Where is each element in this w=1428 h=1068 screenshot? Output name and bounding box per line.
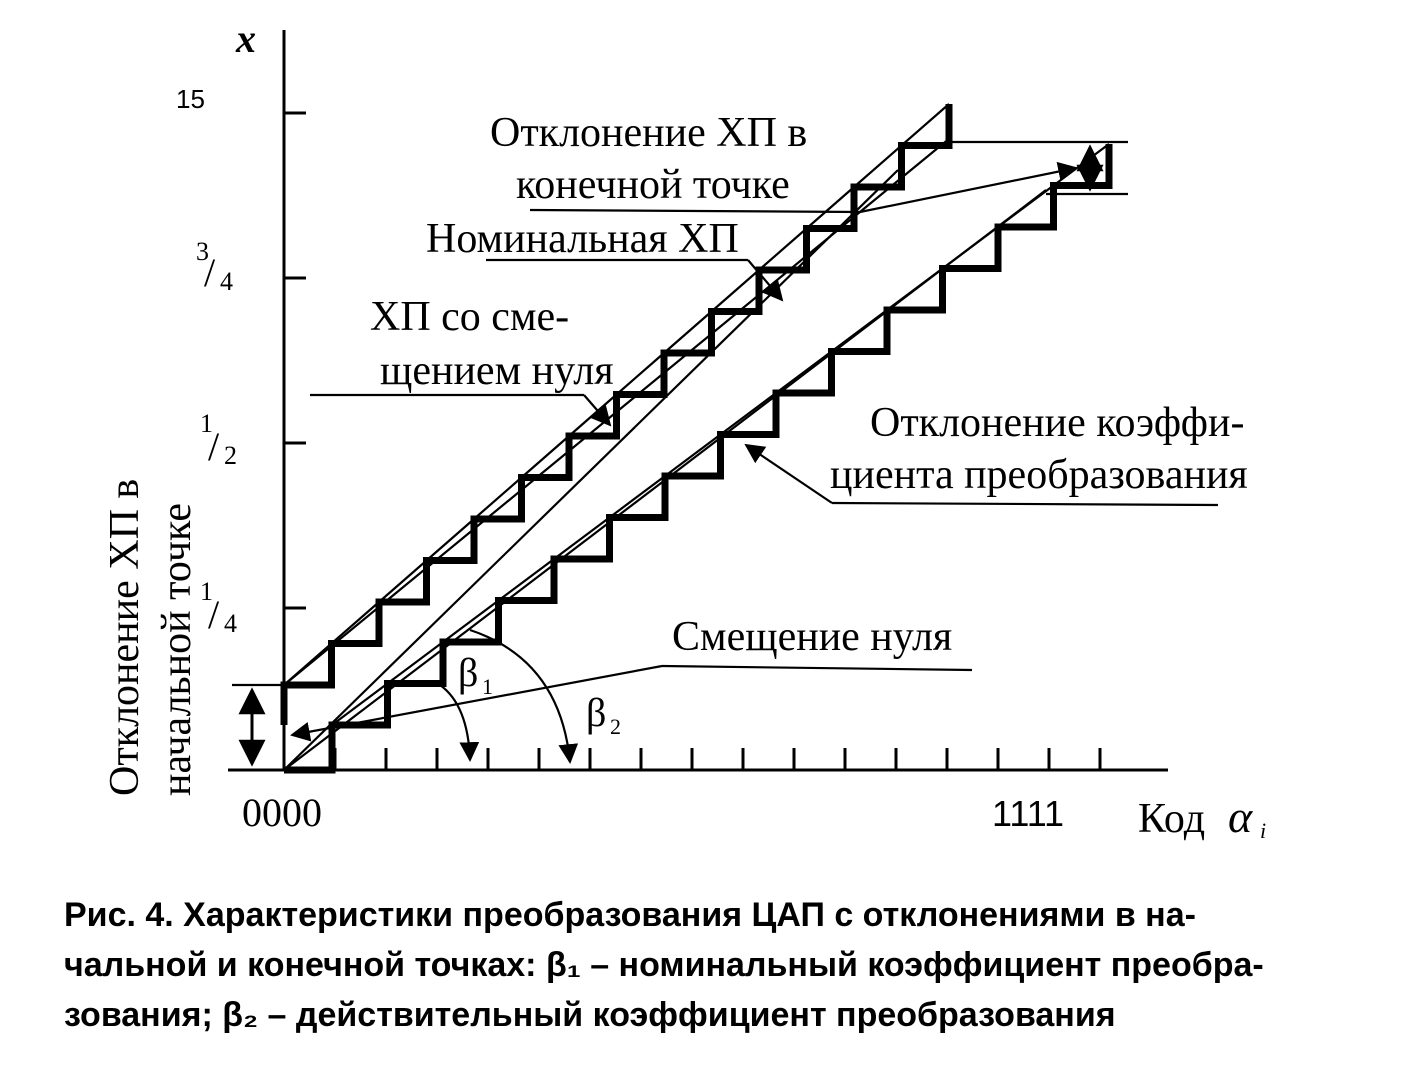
staircase-tooth bbox=[832, 310, 888, 352]
staircase-tooth bbox=[388, 642, 444, 684]
svg-text:2: 2 bbox=[224, 441, 237, 470]
label-start-deviation bbox=[102, 479, 200, 796]
svg-text:1: 1 bbox=[200, 577, 213, 606]
svg-text:начальной точке: начальной точке bbox=[154, 503, 200, 796]
staircase-tooth bbox=[902, 104, 950, 146]
staircase-tooth bbox=[569, 395, 617, 437]
x-axis-title bbox=[1138, 791, 1266, 843]
staircase-tooth bbox=[617, 353, 665, 395]
staircase-tooth bbox=[474, 478, 522, 520]
staircase-tooth bbox=[379, 561, 427, 603]
staircase-tooth bbox=[998, 186, 1054, 228]
staircase-tooth bbox=[284, 644, 332, 686]
svg-text:3: 3 bbox=[196, 237, 209, 266]
staircase-tooth bbox=[854, 146, 902, 188]
staircase-tooth bbox=[499, 559, 555, 601]
caption-line-1: Рис. 4. Характеристики преобразования ЦАП с отклонениями в на- bbox=[64, 896, 1196, 934]
label-end-deviation-1: Отклонение ХП в bbox=[490, 110, 808, 156]
label-zero-offset: Смещение нуля bbox=[672, 614, 953, 660]
label-beta1 bbox=[458, 650, 493, 699]
y-tick-label-half bbox=[200, 409, 237, 470]
label-gain-2: циента преобразования bbox=[830, 452, 1248, 498]
y-ticks bbox=[284, 113, 306, 608]
svg-text:/: / bbox=[208, 592, 220, 637]
staircase-tooth bbox=[610, 476, 666, 518]
svg-text:4: 4 bbox=[224, 609, 237, 638]
x-end-label: 1111 bbox=[992, 793, 1065, 834]
svg-text:/: / bbox=[208, 424, 220, 469]
staircase-tooth bbox=[943, 227, 999, 269]
svg-text:i: i bbox=[1260, 818, 1267, 843]
svg-text:β: β bbox=[586, 690, 607, 735]
leader-zero-offset bbox=[662, 666, 972, 670]
staircase-tooth bbox=[721, 393, 777, 435]
x-start-label: 0000 bbox=[242, 790, 322, 835]
beta1-arc bbox=[440, 685, 470, 760]
label-offset-2: щением нуля bbox=[380, 348, 614, 394]
svg-text:Код: Код bbox=[1138, 796, 1206, 842]
x-ticks bbox=[284, 748, 1100, 770]
y-tick-label-15: 15 bbox=[176, 84, 205, 114]
svg-text:α: α bbox=[1228, 791, 1253, 842]
svg-text:1: 1 bbox=[482, 674, 493, 699]
label-nominal: Номинальная ХП bbox=[426, 216, 739, 262]
staircase-tooth bbox=[759, 229, 807, 271]
staircase-tooth bbox=[332, 602, 380, 644]
svg-text:β: β bbox=[458, 650, 479, 695]
staircase-tooth bbox=[1054, 144, 1110, 186]
leader-end-deviation bbox=[530, 210, 860, 212]
staircase-tooth bbox=[776, 352, 832, 394]
label-offset-1: ХП со сме- bbox=[370, 294, 570, 340]
staircase-tooth bbox=[665, 435, 721, 477]
y-tick-label-three-quarters bbox=[196, 237, 233, 296]
label-gain-1: Отклонение коэффи- bbox=[870, 400, 1245, 446]
y-axis-label: x bbox=[236, 16, 256, 61]
staircase-tooth bbox=[427, 519, 475, 561]
caption-line-3: зования; β₂ – действительный коэффициент преобразования bbox=[64, 996, 1116, 1034]
svg-text:/: / bbox=[204, 250, 216, 295]
leader-gain-arrow bbox=[746, 445, 832, 503]
svg-text:2: 2 bbox=[610, 714, 621, 739]
svg-text:4: 4 bbox=[220, 267, 233, 296]
staircase-tooth bbox=[712, 270, 760, 312]
label-beta2 bbox=[586, 690, 621, 739]
label-end-deviation-2: конечной точке bbox=[516, 162, 790, 208]
staircase-tooth bbox=[664, 312, 712, 354]
svg-text:Отклонение ХП в: Отклонение ХП в bbox=[102, 478, 148, 796]
svg-text:1: 1 bbox=[200, 409, 213, 438]
caption-line-2: чальной и конечной точках: β₁ – номинальный коэффициент преобра- bbox=[64, 946, 1264, 984]
leader-gain bbox=[832, 503, 1218, 505]
staircase-tooth bbox=[887, 269, 943, 311]
staircase-tooth bbox=[554, 518, 610, 560]
y-tick-label-quarter bbox=[200, 577, 237, 638]
